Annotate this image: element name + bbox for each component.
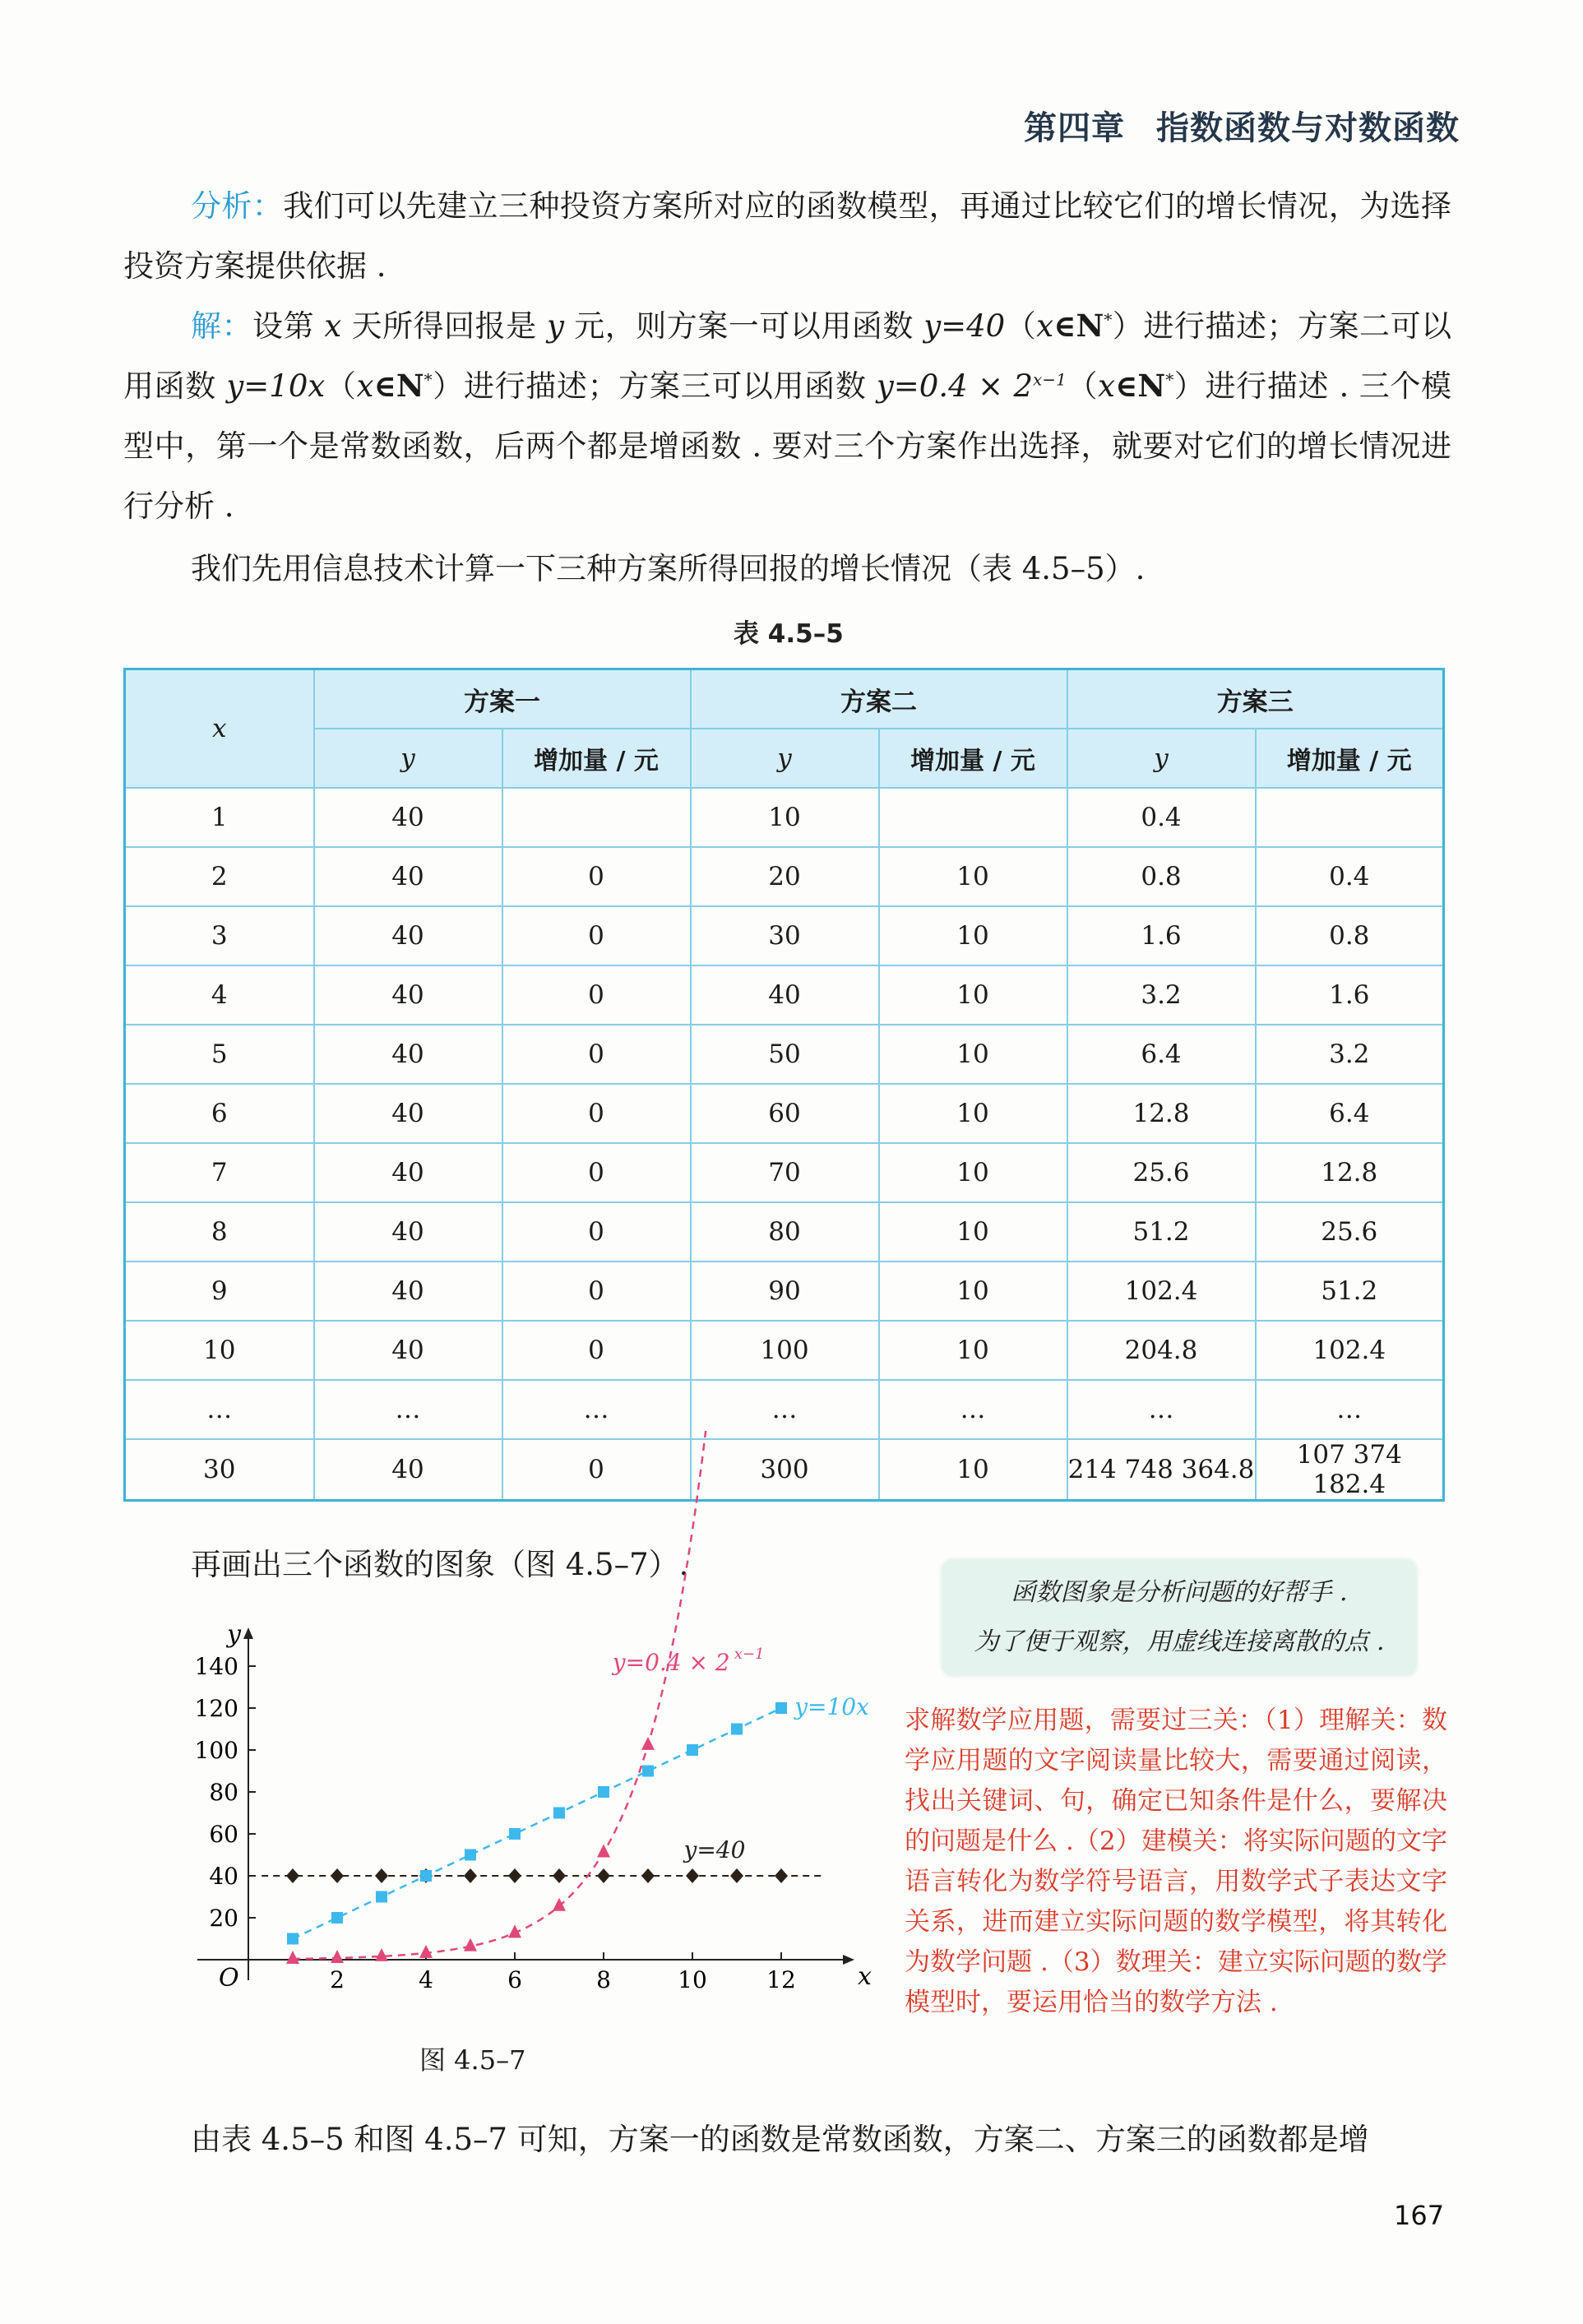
header-increment: 增加量 / 元 — [502, 729, 691, 788]
table-cell: 10 — [879, 1025, 1067, 1084]
domain-open: （ — [1066, 368, 1099, 404]
table-cell — [879, 788, 1067, 847]
table-cell — [502, 788, 691, 847]
table-row — [125, 1321, 1444, 1380]
table-cell: 0 — [502, 1025, 691, 1084]
table-row — [125, 965, 1444, 1025]
x-tick-label: 10 — [678, 1966, 707, 1993]
domain-star: * — [1104, 309, 1113, 330]
header-increment: 增加量 / 元 — [879, 729, 1067, 788]
table-row — [125, 1439, 1444, 1501]
header-x: x — [125, 669, 314, 789]
table-cell: 204.8 — [1067, 1321, 1256, 1380]
table-cell: 40 — [314, 1262, 502, 1321]
table-row — [125, 1262, 1444, 1321]
solution-text: 进行描述 . 三个模型中，第一个是常数函数，后两个都是增函数 . 要对三个方案作出选择，就要对它们的增长情况进行分析 . — [123, 368, 1452, 524]
table-cell: 0.4 — [1256, 847, 1444, 906]
point-linear — [598, 1786, 609, 1798]
table-row — [125, 1202, 1444, 1262]
graph-intro: 再画出三个函数的图象（图 4.5–7）. — [191, 1547, 689, 1582]
domain-close: ） — [1112, 308, 1144, 344]
point-linear — [553, 1808, 565, 1819]
x-tick-label: 8 — [596, 1966, 611, 1993]
point-const — [641, 1868, 655, 1883]
point-const — [508, 1868, 521, 1883]
table-row — [125, 1380, 1444, 1439]
x-tick-label: 4 — [419, 1966, 433, 1993]
side-note-line: 函数图象是分析问题的好帮手 . — [1011, 1578, 1348, 1607]
domain-var: x — [1098, 368, 1115, 404]
table-cell: 1 — [125, 788, 314, 847]
table-row — [125, 847, 1444, 906]
point-const — [464, 1868, 477, 1883]
point-linear — [642, 1766, 654, 1777]
table-cell: 40 — [314, 847, 502, 906]
header-y: y — [1067, 729, 1256, 788]
var-y: y — [546, 308, 564, 344]
point-linear — [687, 1744, 698, 1756]
y-tick-label: 100 — [194, 1737, 238, 1764]
table-cell: 90 — [691, 1262, 879, 1321]
solution-text: 进行描述；方案二可以用函数 — [123, 308, 1452, 404]
solution-text: 设第 — [252, 308, 315, 344]
page-number: 167 — [1394, 2200, 1445, 2231]
domain-set: ∈N — [373, 368, 424, 404]
table-cell: 300 — [691, 1439, 879, 1501]
table-cell: 20 — [691, 847, 879, 906]
table-cell: 0 — [502, 847, 691, 906]
table-cell: 51.2 — [1067, 1202, 1256, 1262]
table-cell: 7 — [125, 1143, 314, 1202]
table-cell: 102.4 — [1067, 1262, 1256, 1321]
solution-lead: 解： — [191, 308, 253, 344]
table-cell: 60 — [691, 1084, 879, 1143]
header-y: y — [314, 729, 502, 788]
table-cell: 4 — [125, 965, 314, 1025]
point-exp — [641, 1737, 655, 1750]
point-linear — [287, 1933, 299, 1945]
series-exp-label: y=0.4 × 2 — [612, 1649, 730, 1676]
table-cell: 6.4 — [1256, 1084, 1444, 1143]
table-cell: 40 — [314, 1143, 502, 1202]
table-intro: 我们先用信息技术计算一下三种方案所得回报的增长情况（表 4.5–5）. — [191, 551, 1146, 586]
series-exp-label-exponent: x−1 — [734, 1646, 765, 1663]
table-cell: … — [1067, 1380, 1256, 1439]
header-plan-3: 方案三 — [1067, 669, 1444, 729]
table-cell: 0.8 — [1067, 847, 1256, 906]
table-cell: 0.8 — [1256, 906, 1444, 965]
table-cell: 0 — [502, 1143, 691, 1202]
domain-star: * — [1165, 369, 1174, 390]
x-tick-label: 12 — [766, 1966, 796, 1993]
point-linear — [775, 1702, 787, 1714]
domain-var: x — [1036, 308, 1054, 344]
conclusion-text: 由表 4.5–5 和图 4.5–7 可知，方案一的函数是常数函数，方案二、方案三的函数都是增 — [191, 2122, 1369, 2157]
point-linear — [465, 1849, 476, 1861]
point-exp — [419, 1945, 433, 1958]
header-plan-2: 方案二 — [691, 669, 1067, 729]
point-linear — [331, 1912, 343, 1924]
table-cell: 102.4 — [1256, 1321, 1444, 1380]
y-tick-label: 80 — [209, 1779, 238, 1806]
formula-exp-power: x−1 — [1033, 369, 1067, 390]
y-tick-label: 40 — [209, 1863, 238, 1890]
table-cell: 40 — [314, 1321, 502, 1380]
table-cell: 10 — [879, 1202, 1067, 1262]
point-linear — [376, 1891, 387, 1903]
table-cell: 25.6 — [1067, 1143, 1256, 1202]
table-cell: 0 — [502, 1084, 691, 1143]
formula-const: y=40 — [923, 308, 1006, 344]
table-cell: 5 — [125, 1025, 314, 1084]
table-cell — [1256, 788, 1444, 847]
table-cell: 40 — [314, 1439, 502, 1501]
analysis-text: 我们可以先建立三种投资方案所对应的函数模型，再通过比较它们的增长情况，为选择投资方案提供依据 . — [123, 188, 1452, 284]
growth-table — [123, 668, 1445, 1502]
table-cell: 51.2 — [1256, 1262, 1444, 1321]
solution-text: 天所得回报是 — [351, 308, 537, 344]
table-cell: 10 — [879, 906, 1067, 965]
table-cell: 214 748 364.8 — [1067, 1439, 1256, 1501]
series-const-label: y=40 — [683, 1836, 746, 1863]
table-cell: 107 374 182.4 — [1256, 1439, 1444, 1501]
chapter-number: 第四章 — [1024, 109, 1125, 147]
table-cell: 10 — [879, 1084, 1067, 1143]
table-cell: 8 — [125, 1202, 314, 1262]
table-cell: 10 — [879, 1143, 1067, 1202]
solution-text: 元，则方案一可以用函数 — [574, 308, 914, 344]
formula-linear: y=10x — [226, 368, 326, 404]
x-tick-label: 6 — [507, 1966, 522, 1993]
table-cell: 12.8 — [1256, 1143, 1444, 1202]
table-row — [125, 1084, 1444, 1143]
point-exp — [464, 1938, 477, 1951]
header-increment: 增加量 / 元 — [1256, 729, 1444, 788]
table-cell: … — [125, 1380, 314, 1439]
point-exp — [597, 1844, 610, 1857]
table-cell: 30 — [691, 906, 879, 965]
x-axis-label: x — [858, 1962, 872, 1991]
table-cell: 6.4 — [1067, 1025, 1256, 1084]
table-cell: 10 — [879, 965, 1067, 1025]
table-cell: 1.6 — [1256, 965, 1444, 1025]
point-linear — [420, 1870, 432, 1882]
y-tick-label: 120 — [194, 1695, 238, 1722]
solution-paragraph — [123, 296, 1451, 536]
table-cell: 3.2 — [1067, 965, 1256, 1025]
point-const — [331, 1868, 344, 1883]
table-cell: 40 — [314, 1202, 502, 1262]
domain-var: x — [356, 368, 374, 404]
analysis-lead: 分析： — [191, 188, 284, 224]
domain-open: （ — [1005, 308, 1037, 344]
x-tick-label: 2 — [330, 1966, 345, 1993]
point-exp — [331, 1950, 344, 1963]
table-cell: 10 — [879, 1321, 1067, 1380]
table-cell: 30 — [125, 1439, 314, 1501]
table-row — [125, 1143, 1444, 1202]
table-cell: 50 — [691, 1025, 879, 1084]
table-row — [125, 906, 1444, 965]
table-cell: 40 — [314, 1025, 502, 1084]
table-cell: 2 — [125, 847, 314, 906]
y-tick-label: 20 — [209, 1905, 238, 1932]
table-cell: 0 — [502, 906, 691, 965]
table-cell: 10 — [879, 847, 1067, 906]
y-tick-label: 140 — [194, 1653, 238, 1680]
point-linear — [731, 1724, 743, 1735]
table-cell: 0 — [502, 1202, 691, 1262]
table-row — [125, 788, 1444, 847]
formula-exp-base: y=0.4 × 2 — [876, 368, 1034, 404]
table-cell: 0 — [502, 1321, 691, 1380]
side-note-line: 为了便于观察，用虚线连接离散的点 . — [974, 1627, 1385, 1656]
table-cell: … — [314, 1380, 502, 1439]
domain-star: * — [424, 369, 433, 390]
table-cell: 0 — [502, 965, 691, 1025]
origin-label: O — [219, 1964, 239, 1993]
table-cell: … — [1256, 1380, 1444, 1439]
chapter-title: 指数函数与对数函数 — [1156, 109, 1460, 147]
table-cell: 80 — [691, 1202, 879, 1262]
point-const — [730, 1868, 743, 1883]
y-axis-label: y — [227, 1620, 241, 1649]
domain-set: ∈N — [1053, 308, 1104, 344]
point-const — [553, 1868, 566, 1883]
table-cell: 25.6 — [1256, 1202, 1444, 1262]
table-cell: 40 — [314, 1084, 502, 1143]
table-cell: 10 — [879, 1439, 1067, 1501]
series-linear-label: y=10x — [794, 1693, 869, 1720]
point-const — [375, 1868, 388, 1883]
table-cell: 9 — [125, 1262, 314, 1321]
table-cell: … — [879, 1380, 1067, 1439]
table-cell: 10 — [691, 788, 879, 847]
table-cell: 1.6 — [1067, 906, 1256, 965]
point-const — [686, 1868, 699, 1883]
table-cell: 0.4 — [1067, 788, 1256, 847]
y-axis-arrow — [243, 1627, 253, 1639]
header-y: y — [691, 729, 879, 788]
domain-close: ） — [432, 368, 464, 404]
x-axis-arrow — [843, 1955, 854, 1965]
point-exp — [375, 1948, 388, 1961]
table-cell: 3 — [125, 906, 314, 965]
table-cell: 40 — [691, 965, 879, 1025]
chapter-header — [1024, 102, 1460, 149]
table-cell: 10 — [125, 1321, 314, 1380]
series-exp-curve — [293, 1431, 706, 1959]
header-plan-1: 方案一 — [314, 669, 691, 729]
point-const — [286, 1868, 299, 1883]
tip-box: 求解数学应用题，需要过三关：（1）理解关：数学应用题的文字阅读量比较大，需要通过阅读，找出关键词、句，确定已知条件是什么，要解决的问题是什么 .（2）建模关：将实际问题的文字语言转化为数学符号语言，用数学式子表达文字关系，进而建立实际问题的数学模型，将其转化为数学问题 .（3）数理关：建立实际问题的数学模型时，要运用恰当的数学方法 . — [905, 1706, 1447, 2017]
table-cell: 100 — [691, 1321, 879, 1380]
domain-open: （ — [325, 368, 357, 404]
table-cell: 70 — [691, 1143, 879, 1202]
solution-text: 进行描述；方案三可以用函数 — [463, 368, 867, 404]
table-cell: 0 — [502, 1439, 691, 1501]
point-exp — [286, 1951, 299, 1964]
table-caption: 表 4.5–5 — [734, 619, 844, 649]
y-tick-label: 60 — [209, 1821, 238, 1848]
table-cell: … — [502, 1380, 691, 1439]
table-cell: 6 — [125, 1084, 314, 1143]
function-graph — [123, 1616, 872, 2027]
table-cell: 10 — [879, 1262, 1067, 1321]
analysis-paragraph — [123, 176, 1451, 296]
table-row — [125, 1025, 1444, 1084]
domain-close: ） — [1173, 368, 1206, 404]
table-cell: 12.8 — [1067, 1084, 1256, 1143]
side-note — [942, 1560, 1416, 1675]
var-x: x — [324, 308, 342, 344]
point-const — [597, 1868, 610, 1883]
table-cell: 40 — [314, 788, 502, 847]
point-linear — [509, 1828, 521, 1840]
table-cell: 40 — [314, 906, 502, 965]
figure-caption: 图 4.5–7 — [419, 2044, 526, 2076]
point-exp — [553, 1898, 566, 1911]
domain-set: ∈N — [1114, 368, 1166, 404]
point-const — [775, 1868, 788, 1883]
table-cell: 3.2 — [1256, 1025, 1444, 1084]
table-cell: … — [691, 1380, 879, 1439]
table-cell: 40 — [314, 965, 502, 1025]
table-cell: 0 — [502, 1262, 691, 1321]
series-linear-line — [293, 1708, 781, 1939]
